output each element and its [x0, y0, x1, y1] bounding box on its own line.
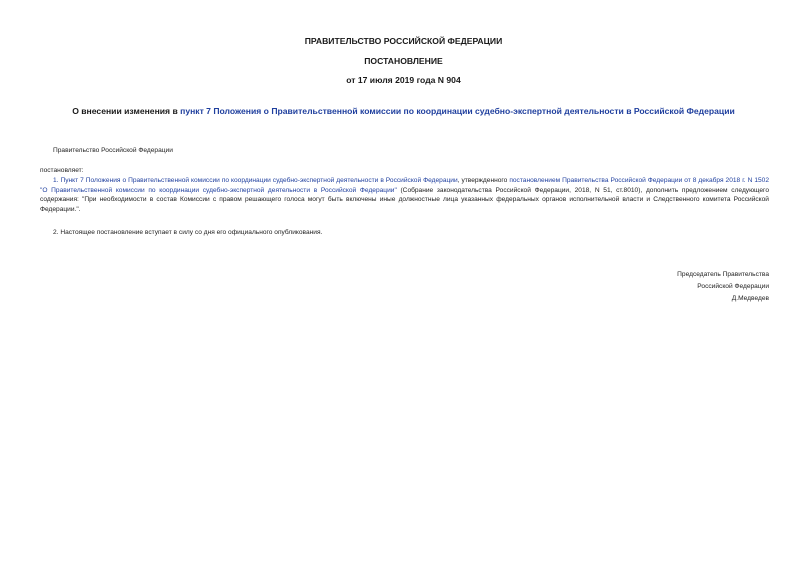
paragraph-1-link-point7[interactable]: 1. Пункт 7 Положения о Правительственной комиссии по координации судебно-экспертной деятельности в Российской Федерации [53, 177, 458, 184]
paragraph-2: 2. Настоящее постановление вступает в силу со дня его официального опубликования. [53, 229, 323, 236]
paragraph-1-link-decree[interactable]: постановлением Правительства Российской Федерации от 8 декабря 2018 г. N 1502 "О Правительственной комиссии по координации судебно-экспертной деятельности в Российской Федерации" [40, 177, 770, 194]
date-number: от 17 июля 2019 года N 904 [346, 75, 461, 85]
government-title: ПРАВИТЕЛЬСТВО РОССИЙСКОЙ ФЕДЕРАЦИИ [304, 36, 503, 46]
signature-position: Председатель Правительства [677, 271, 769, 278]
document-type: ПОСТАНОВЛЕНИЕ [364, 56, 443, 66]
decree-word: постановляет: [40, 167, 84, 174]
signature-country: Российской Федерации [697, 283, 769, 290]
document-subject [0, 106, 807, 116]
paragraph-1 [40, 176, 769, 214]
paragraph-1-text-a: , утвержденного [457, 177, 510, 184]
signature-name: Д.Медведев [731, 295, 769, 302]
subject-link[interactable]: пункт 7 Положения о Правительственной комиссии по координации судебно-экспертной деятельности в Российской Федерации [180, 106, 735, 116]
issuer-line: Правительство Российской Федерации [53, 147, 173, 154]
subject-prefix: О внесении изменения в [72, 106, 181, 116]
signature-block [677, 269, 769, 305]
paragraph-1-text-b: (Собрание законодательства Российской Федерации, 2018, N 51, ст.8010), дополнить предложением следующего содержания: "При необходимости в состав Комиссии с правом решающего голоса могут быть включены иные должностные лица указанных федеральных органов исполнительной власти и Следственного комитета Российской Федерации.". [40, 186, 769, 213]
